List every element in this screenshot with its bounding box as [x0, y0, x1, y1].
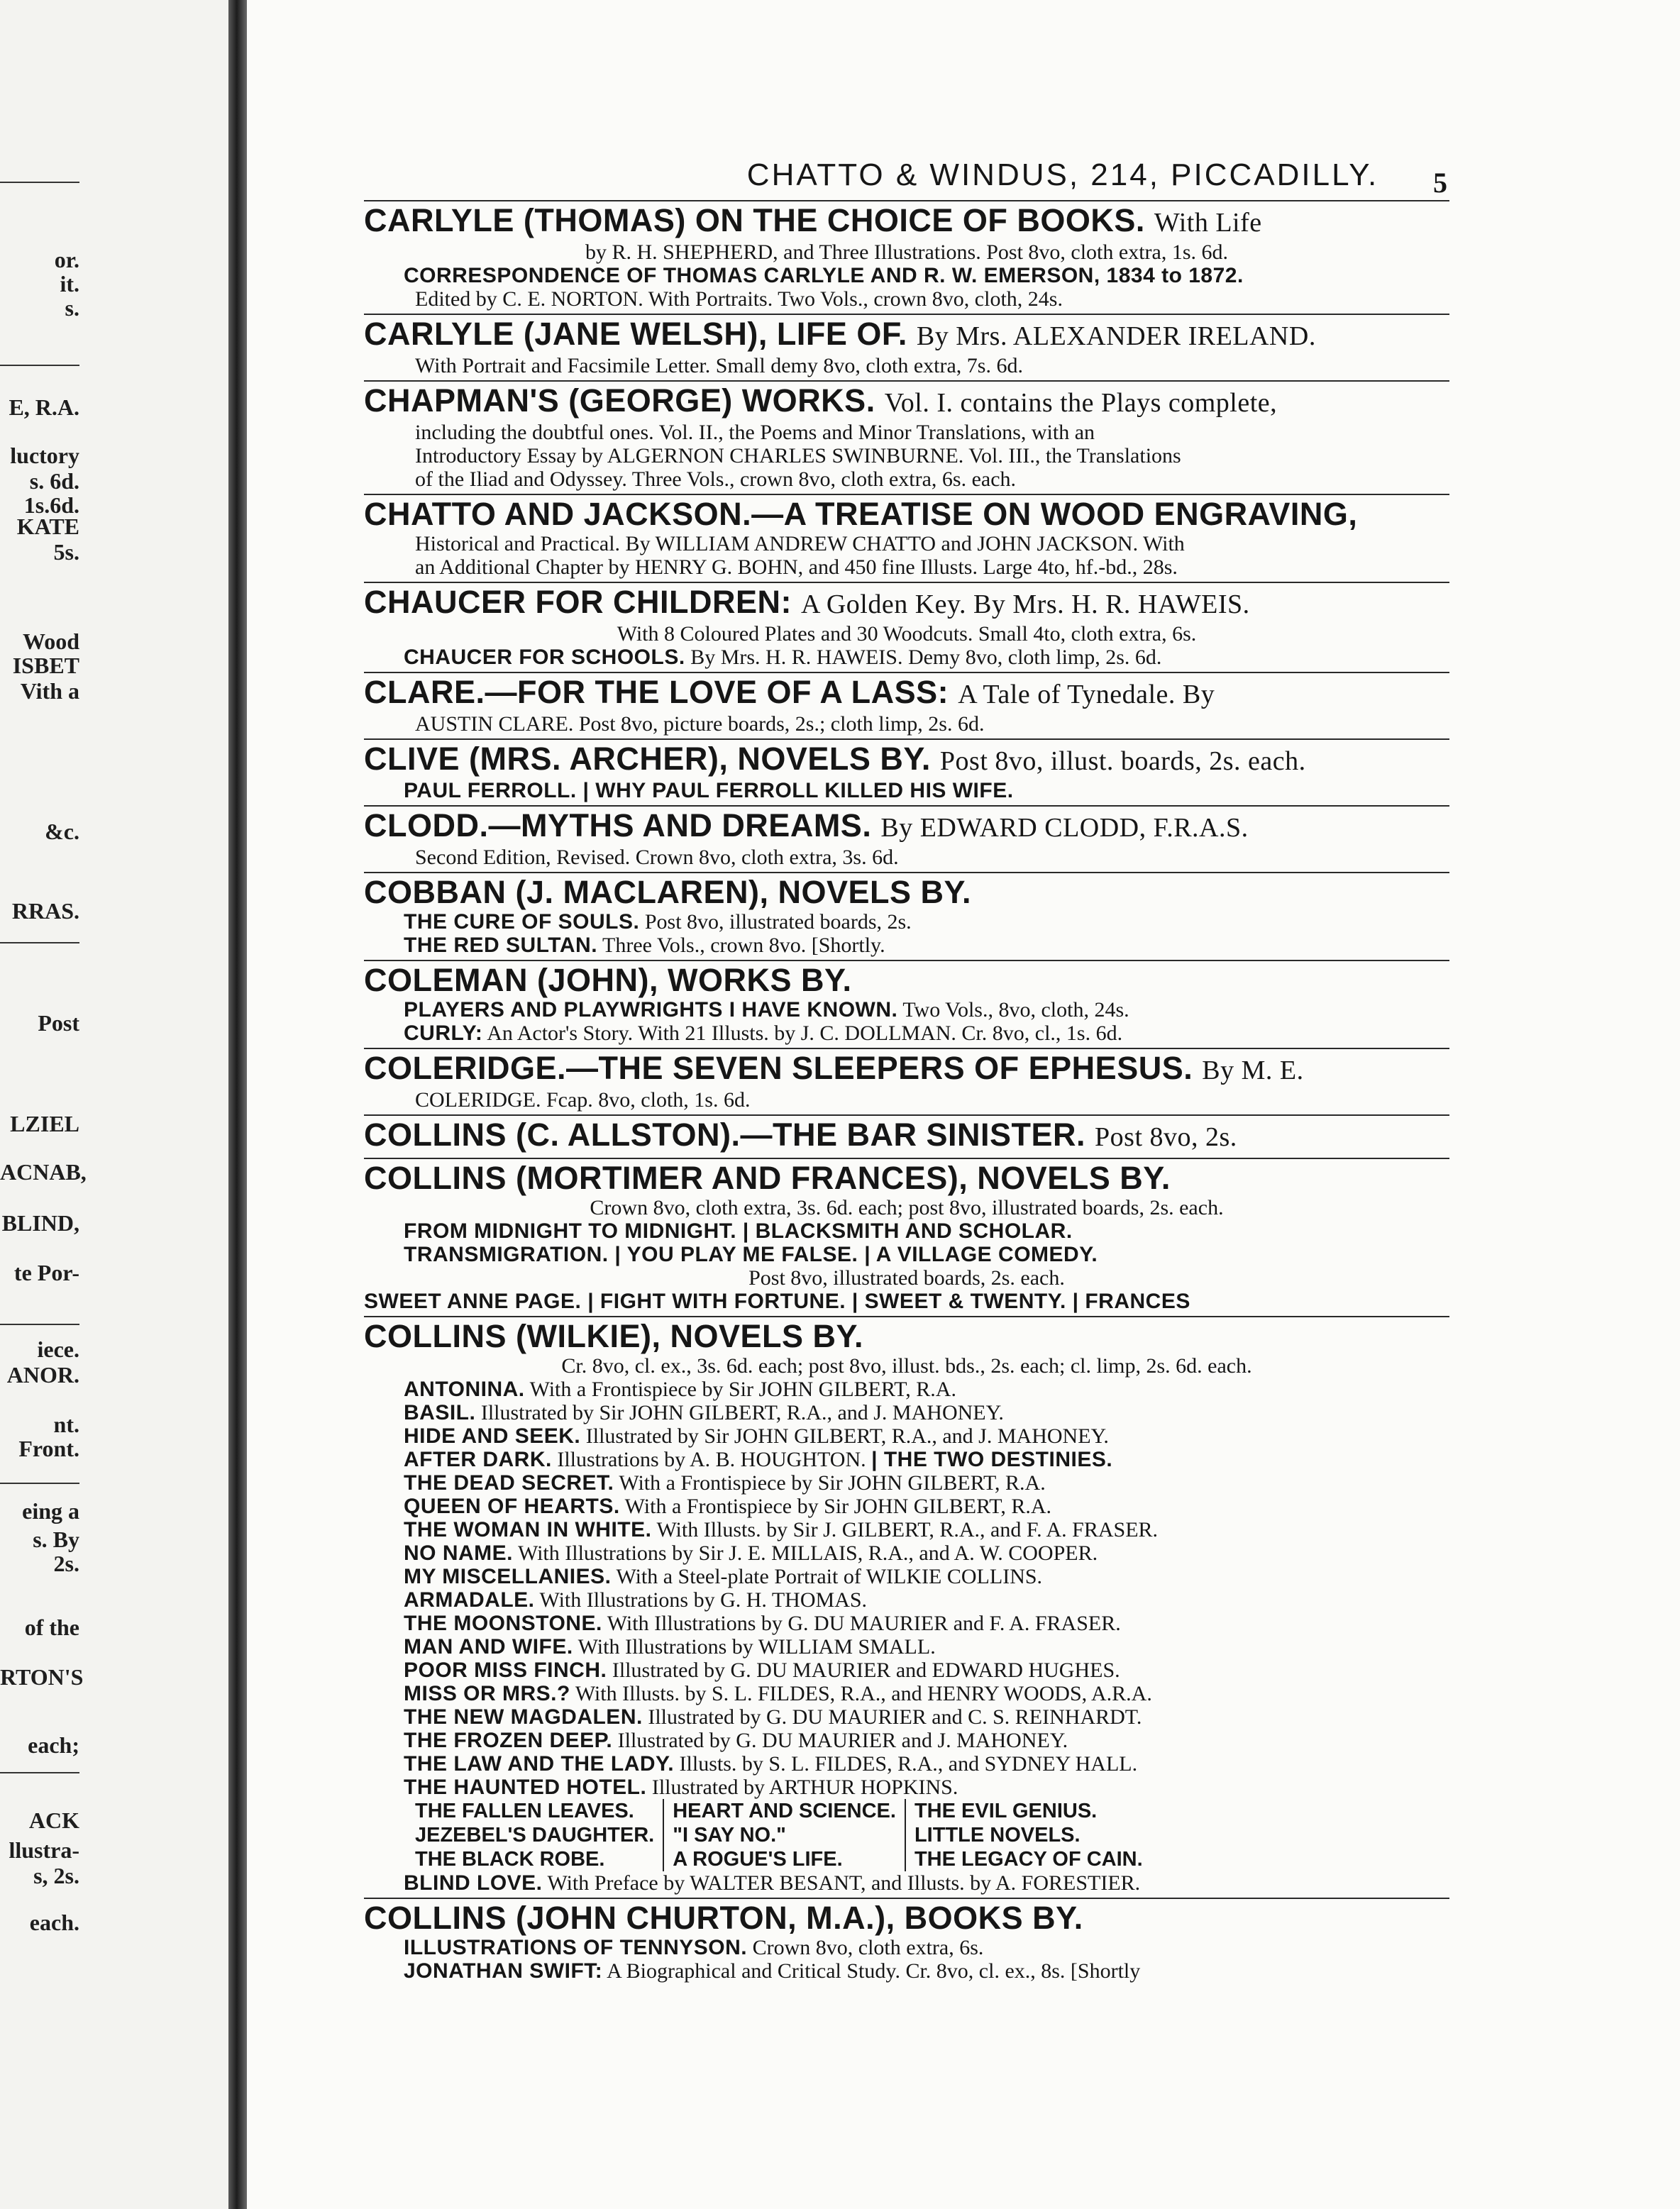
- title-text: ANTONINA.: [404, 1378, 525, 1401]
- title-columns: [364, 1799, 1449, 1871]
- entry-heading: [364, 1051, 1449, 1088]
- facing-page-fragment: LZIEL: [10, 1111, 79, 1136]
- entry-heading: [364, 316, 1449, 354]
- description-text: Illusts. by S. L. FILDES, R.A., and SYDNEY HALL.: [679, 1752, 1138, 1776]
- description-text: Illustrated by Sir JOHN GILBERT, R.A., and J. MAHONEY.: [585, 1424, 1109, 1448]
- description-text: With Illusts. by Sir J. GILBERT, R.A., and F. A. FRASER.: [656, 1518, 1159, 1541]
- entry-line: [364, 1565, 1449, 1588]
- heading-text: With Life: [1154, 208, 1262, 238]
- title-text: THE WOMAN IN WHITE.: [404, 1518, 652, 1541]
- entry-heading: [364, 1117, 1449, 1155]
- description-text: Edited by C. E. NORTON. With Portraits. Two Vols., crown 8vo, cloth, 24s.: [415, 287, 1063, 311]
- column-title: THE EVIL GENIUS.: [914, 1800, 1098, 1822]
- title-text: CURLY:: [404, 1022, 483, 1045]
- description-text: an Additional Chapter by HENRY G. BOHN, and 450 fine Illusts. Large 4to, hf.-bd., 28s.: [415, 555, 1178, 579]
- heading-title: CARLYLE (JANE WELSH), LIFE OF.: [364, 316, 907, 352]
- heading-title: CHAPMAN'S (GEORGE) WORKS.: [364, 383, 875, 419]
- facing-page-fragment: BLIND,: [1, 1210, 79, 1236]
- facing-page-fragment: RTON'S: [0, 1664, 84, 1690]
- heading-title: COLLINS (JOHN CHURTON, M.A.), BOOKS BY.: [364, 1900, 1083, 1936]
- title-text: THE RED SULTAN.: [404, 934, 598, 957]
- description-text: Crown 8vo, cloth extra, 6s.: [752, 1936, 984, 1959]
- title-text: THE DEAD SECRET.: [404, 1471, 614, 1495]
- facing-page-fragment: each.: [29, 1910, 79, 1935]
- description-text: With Illustrations by G. DU MAURIER and F. A. FRASER.: [607, 1612, 1121, 1635]
- entry-line: [364, 287, 1449, 311]
- heading-title: CHATTO AND JACKSON.—A TREATISE ON WOOD ENGRAVING,: [364, 497, 1358, 532]
- title-text: BLIND LOVE.: [404, 1871, 543, 1895]
- description-text: With Illustrations by G. H. THOMAS.: [539, 1588, 868, 1612]
- page-number: 5: [1433, 167, 1447, 199]
- title-text: MAN AND WIFE.: [404, 1635, 573, 1659]
- description-text: Illustrated by G. DU MAURIER and C. S. REINHARDT.: [648, 1705, 1142, 1729]
- facing-page-fragment: or.: [54, 247, 79, 272]
- entry-line: [364, 1424, 1449, 1448]
- entry-line: [364, 1518, 1449, 1541]
- catalogue-entry: [364, 960, 1449, 1045]
- facing-page: [0, 0, 228, 2209]
- entry-line: [364, 1354, 1449, 1378]
- catalogue-entries: [364, 200, 1449, 1986]
- description-text: Illustrations by A. B. HOUGHTON.: [557, 1448, 866, 1471]
- title-text: FROM MIDNIGHT TO MIDNIGHT. | BLACKSMITH AND SCHOLAR.: [404, 1219, 1073, 1243]
- entry-heading: [364, 1161, 1449, 1196]
- entry-line: [364, 1219, 1449, 1243]
- catalogue-entry: [364, 1158, 1449, 1313]
- entry-line: [364, 1659, 1449, 1682]
- facing-page-fragment: E, R.A.: [9, 394, 79, 420]
- heading-title: CARLYLE (THOMAS) ON THE CHOICE OF BOOKS.: [364, 203, 1145, 238]
- entry-line: [364, 998, 1449, 1022]
- entry-line: [364, 1266, 1449, 1290]
- title-text: JONATHAN SWIFT:: [404, 1959, 603, 1983]
- entry-heading: [364, 1319, 1449, 1354]
- title-text: ILLUSTRATIONS OF TENNYSON.: [404, 1936, 748, 1959]
- title-text: SWEET ANNE PAGE. | FIGHT WITH FORTUNE. | SWEET & TWENTY. | FRANCES: [364, 1290, 1190, 1313]
- facing-page-fragment: 5s.: [53, 539, 79, 565]
- title-text: AFTER DARK.: [404, 1448, 552, 1471]
- facing-page-fragment: iece.: [37, 1336, 79, 1362]
- facing-page-fragment: each;: [28, 1732, 79, 1758]
- description-text: With Portrait and Facsimile Letter. Small demy 8vo, cloth extra, 7s. 6d.: [415, 354, 1023, 377]
- entry-line: [364, 354, 1449, 377]
- title-text: TRANSMIGRATION. | YOU PLAY ME FALSE. | A VILLAGE COMEDY.: [404, 1243, 1098, 1266]
- entry-line: [364, 1776, 1449, 1799]
- facing-page-fragment: ISBET: [12, 653, 79, 678]
- entry-line: [364, 1588, 1449, 1612]
- entry-line: [364, 1612, 1449, 1635]
- heading-title: COLEMAN (JOHN), WORKS BY.: [364, 963, 852, 998]
- entry-line: [364, 1705, 1449, 1729]
- column-title: LITTLE NOVELS.: [914, 1824, 1081, 1847]
- facing-page-fragment: nt.: [53, 1412, 79, 1437]
- facing-page-fragment: luctory: [10, 443, 79, 468]
- description-text: Three Vols., crown 8vo. [Shortly.: [602, 934, 885, 957]
- description-text: COLERIDGE. Fcap. 8vo, cloth, 1s. 6d.: [415, 1088, 751, 1112]
- description-text: With Illustrations by Sir J. E. MILLAIS, R.A., and A. W. COOPER.: [517, 1541, 1098, 1565]
- description-text: Cr. 8vo, cl. ex., 3s. 6d. each; post 8vo, illust. bds., 2s. each; cl. limp, 2s. 6d. each.: [561, 1354, 1252, 1378]
- entry-line: [364, 1635, 1449, 1659]
- entry-line: [364, 1022, 1449, 1045]
- entry-line: [364, 1959, 1449, 1983]
- description-text: Second Edition, Revised. Crown 8vo, cloth extra, 3s. 6d.: [415, 846, 899, 869]
- title-text: THE CURE OF SOULS.: [404, 910, 640, 934]
- catalogue-entry: [364, 872, 1449, 957]
- title-column: [905, 1799, 1151, 1871]
- entry-line: [364, 240, 1449, 264]
- entry-heading: [364, 203, 1449, 240]
- heading-text: Post 8vo, illust. boards, 2s. each.: [939, 746, 1306, 776]
- facing-page-fragment: it.: [60, 271, 79, 297]
- entry-line: [364, 622, 1449, 646]
- facing-page-fragment: eing a: [22, 1498, 79, 1524]
- description-text: Two Vols., 8vo, cloth, 24s.: [902, 998, 1129, 1022]
- entry-heading: [364, 963, 1449, 998]
- entry-heading: [364, 808, 1449, 846]
- description-text: AUSTIN CLARE. Post 8vo, picture boards, 2s.; cloth limp, 2s. 6d.: [415, 712, 985, 736]
- title-column: [407, 1799, 663, 1871]
- description-text: An Actor's Story. With 21 Illusts. by J. C. DOLLMAN. Cr. 8vo, cl., 1s. 6d.: [487, 1022, 1123, 1045]
- entry-line: [364, 1682, 1449, 1705]
- entry-line: [364, 1196, 1449, 1219]
- heading-title: CLARE.—FOR THE LOVE OF A LASS:: [364, 675, 949, 710]
- description-text: With a Steel-plate Portrait of WILKIE COLLINS.: [616, 1565, 1043, 1588]
- entry-line: [364, 1243, 1449, 1266]
- heading-title: CHAUCER FOR CHILDREN:: [364, 585, 792, 620]
- entry-line: [364, 1495, 1449, 1518]
- title-text: THE NEW MAGDALEN.: [404, 1705, 643, 1729]
- title-text: BASIL.: [404, 1401, 476, 1424]
- entry-line: [364, 646, 1449, 669]
- column-title: HEART AND SCIENCE.: [673, 1800, 896, 1822]
- column-title: JEZEBEL'S DAUGHTER.: [415, 1824, 655, 1847]
- title-text: CORRESPONDENCE OF THOMAS CARLYLE AND R. W. EMERSON, 1834 to 1872.: [404, 264, 1244, 287]
- description-text: Illustrated by G. DU MAURIER and J. MAHONEY.: [617, 1729, 1068, 1752]
- catalogue-entry: [364, 738, 1449, 802]
- entry-heading: [364, 675, 1449, 712]
- facing-page-fragment: Wood: [22, 629, 79, 654]
- page-header: [247, 157, 1680, 199]
- facing-page-fragment: RRAS.: [11, 898, 79, 924]
- catalogue-entry: [364, 1048, 1449, 1112]
- facing-page-fragment: te Por-: [13, 1260, 79, 1285]
- entry-line: [364, 421, 1449, 444]
- description-text: With Illustrations by WILLIAM SMALL.: [578, 1635, 936, 1659]
- heading-title: CLODD.—MYTHS AND DREAMS.: [364, 808, 872, 843]
- catalogue-entry: [364, 1898, 1449, 1983]
- catalogue-entry: [364, 1316, 1449, 1895]
- title-text: | THE TWO DESTINIES.: [871, 1448, 1113, 1471]
- entry-heading: [364, 383, 1449, 421]
- facing-page-fragment: s. 6d.: [29, 468, 79, 494]
- column-title: A ROGUE'S LIFE.: [673, 1848, 843, 1871]
- entry-line: [364, 934, 1449, 957]
- description-text: by R. H. SHEPHERD, and Three Illustrations. Post 8vo, cloth extra, 1s. 6d.: [585, 240, 1229, 264]
- heading-text: A Tale of Tynedale. By: [958, 680, 1215, 709]
- entry-line: [364, 467, 1449, 491]
- column-title: THE BLACK ROBE.: [415, 1848, 605, 1871]
- facing-page-fragment: s, 2s.: [33, 1863, 79, 1888]
- facing-page-rule: [0, 182, 79, 183]
- description-text: With Illusts. by S. L. FILDES, R.A., and HENRY WOODS, A.R.A.: [575, 1682, 1152, 1705]
- catalogue-entry: [364, 805, 1449, 869]
- description-text: With a Frontispiece by Sir JOHN GILBERT, R.A.: [619, 1471, 1046, 1495]
- entry-heading: [364, 497, 1449, 532]
- title-text: THE FROZEN DEEP.: [404, 1729, 613, 1752]
- description-text: Illustrated by G. DU MAURIER and EDWARD HUGHES.: [612, 1659, 1120, 1682]
- entry-heading: [364, 741, 1449, 779]
- entry-line: [364, 1088, 1449, 1112]
- description-text: Historical and Practical. By WILLIAM ANDREW CHATTO and JOHN JACKSON. With: [415, 532, 1185, 555]
- facing-page-fragment: Front.: [18, 1436, 79, 1461]
- entry-line: [364, 444, 1449, 467]
- description-text: A Biographical and Critical Study. Cr. 8vo, cl. ex., 8s. [Shortly: [607, 1959, 1141, 1983]
- title-text: PLAYERS AND PLAYWRIGHTS I HAVE KNOWN.: [404, 998, 898, 1022]
- catalogue-entry: [364, 494, 1449, 579]
- entry-heading: [364, 875, 1449, 910]
- title-text: MY MISCELLANIES.: [404, 1565, 612, 1588]
- entry-line: [364, 1936, 1449, 1959]
- heading-title: COLLINS (WILKIE), NOVELS BY.: [364, 1319, 864, 1354]
- facing-page-fragment: Vith a: [20, 678, 79, 704]
- title-text: PAUL FERROLL. | WHY PAUL FERROLL KILLED HIS WIFE.: [404, 779, 1014, 802]
- entry-line: [364, 1378, 1449, 1401]
- entry-line: [364, 1541, 1449, 1565]
- heading-text: Post 8vo, 2s.: [1095, 1122, 1237, 1152]
- facing-page-fragment: s. By: [33, 1527, 79, 1552]
- title-text: THE LAW AND THE LADY.: [404, 1752, 675, 1776]
- entry-line: [364, 1871, 1449, 1895]
- facing-page-rule: [0, 365, 79, 366]
- facing-page-rule: [0, 942, 79, 943]
- catalogue-entry: [364, 582, 1449, 669]
- facing-page-rule: [0, 1772, 79, 1773]
- title-text: THE HAUNTED HOTEL.: [404, 1776, 647, 1799]
- facing-page-rule: [0, 1324, 79, 1325]
- facing-page-fragment: ACNAB,: [0, 1159, 87, 1185]
- column-title: THE LEGACY OF CAIN.: [914, 1848, 1143, 1871]
- description-text: Crown 8vo, cloth extra, 3s. 6d. each; post 8vo, illustrated boards, 2s. each.: [590, 1196, 1224, 1219]
- facing-page-fragment: 2s.: [53, 1551, 79, 1576]
- heading-text: By Mrs. ALEXANDER IRELAND.: [916, 321, 1316, 351]
- facing-page-fragment: ANOR.: [6, 1362, 79, 1388]
- title-column: [663, 1799, 905, 1871]
- running-head: CHATTO & WINDUS, 214, PICCADILLY.: [746, 157, 1379, 192]
- description-text: By Mrs. H. R. HAWEIS. Demy 8vo, cloth limp, 2s. 6d.: [690, 646, 1162, 669]
- facing-page-fragment: of the: [24, 1615, 79, 1640]
- title-text: ARMADALE.: [404, 1588, 535, 1612]
- heading-title: CLIVE (MRS. ARCHER), NOVELS BY.: [364, 741, 931, 777]
- description-text: of the Iliad and Odyssey. Three Vols., crown 8vo, cloth extra, 6s. each.: [415, 467, 1017, 491]
- facing-page-fragment: llustra-: [9, 1837, 79, 1863]
- description-text: Illustrated by ARTHUR HOPKINS.: [651, 1776, 958, 1799]
- title-text: MISS OR MRS.?: [404, 1682, 570, 1705]
- facing-page-fragment: KATE: [16, 514, 79, 539]
- description-text: Post 8vo, illustrated boards, 2s. each.: [748, 1266, 1065, 1290]
- entry-line: [364, 779, 1449, 802]
- heading-title: COLLINS (C. ALLSTON).—THE BAR SINISTER.: [364, 1117, 1085, 1153]
- heading-title: COLLINS (MORTIMER AND FRANCES), NOVELS BY.: [364, 1161, 1171, 1196]
- heading-text: A Golden Key. By Mrs. H. R. HAWEIS.: [801, 589, 1250, 619]
- catalogue-entry: [364, 672, 1449, 736]
- description-text: With 8 Coloured Plates and 30 Woodcuts. Small 4to, cloth extra, 6s.: [617, 622, 1197, 646]
- catalogue-entry: [364, 200, 1449, 311]
- title-text: THE MOONSTONE.: [404, 1612, 602, 1635]
- entry-heading: [364, 1900, 1449, 1936]
- entry-line: [364, 1729, 1449, 1752]
- facing-page-rule: [0, 1483, 79, 1484]
- column-title: THE FALLEN LEAVES.: [415, 1800, 634, 1822]
- entry-line: [364, 264, 1449, 287]
- description-text: With Preface by WALTER BESANT, and Illusts. by A. FORESTIER.: [547, 1871, 1141, 1895]
- title-text: CHAUCER FOR SCHOOLS.: [404, 646, 685, 669]
- entry-line: [364, 910, 1449, 934]
- catalogue-entry: [364, 314, 1449, 377]
- title-text: HIDE AND SEEK.: [404, 1424, 581, 1448]
- facing-page-fragment: Post: [38, 1010, 79, 1036]
- heading-text: By M. E.: [1202, 1056, 1304, 1085]
- catalogue-page: [247, 0, 1680, 2209]
- description-text: Post 8vo, illustrated boards, 2s.: [644, 910, 912, 934]
- heading-text: By EDWARD CLODD, F.R.A.S.: [880, 813, 1249, 843]
- title-text: POOR MISS FINCH.: [404, 1659, 607, 1682]
- description-text: including the doubtful ones. Vol. II., the Poems and Minor Translations, with an: [415, 421, 1095, 444]
- entry-line: [364, 1290, 1449, 1313]
- entry-line: [364, 1448, 1449, 1471]
- description-text: With a Frontispiece by Sir JOHN GILBERT, R.A.: [624, 1495, 1052, 1518]
- entry-line: [364, 1752, 1449, 1776]
- entry-line: [364, 712, 1449, 736]
- entry-line: [364, 1471, 1449, 1495]
- title-text: QUEEN OF HEARTS.: [404, 1495, 620, 1518]
- book-gutter: [228, 0, 247, 2209]
- facing-page-fragment: &c.: [45, 819, 79, 844]
- catalogue-entry: [364, 1114, 1449, 1155]
- description-text: Introductory Essay by ALGERNON CHARLES SWINBURNE. Vol. III., the Translations: [415, 444, 1181, 467]
- facing-page-fragment: 1s.6d.: [23, 492, 79, 518]
- catalogue-entry: [364, 380, 1449, 491]
- entry-line: [364, 846, 1449, 869]
- facing-page-fragment: s.: [65, 295, 79, 321]
- heading-title: COBBAN (J. MACLAREN), NOVELS BY.: [364, 875, 972, 910]
- entry-heading: [364, 585, 1449, 622]
- facing-page-fragment: ACK: [28, 1807, 79, 1833]
- description-text: Illustrated by Sir JOHN GILBERT, R.A., and J. MAHONEY.: [480, 1401, 1004, 1424]
- heading-text: Vol. I. contains the Plays complete,: [884, 388, 1278, 418]
- entry-line: [364, 1401, 1449, 1424]
- heading-title: COLERIDGE.—THE SEVEN SLEEPERS OF EPHESUS.: [364, 1051, 1193, 1086]
- description-text: With a Frontispiece by Sir JOHN GILBERT, R.A.: [529, 1378, 956, 1401]
- entry-line: [364, 532, 1449, 555]
- title-text: NO NAME.: [404, 1541, 513, 1565]
- column-title: "I SAY NO.": [673, 1824, 786, 1847]
- entry-line: [364, 555, 1449, 579]
